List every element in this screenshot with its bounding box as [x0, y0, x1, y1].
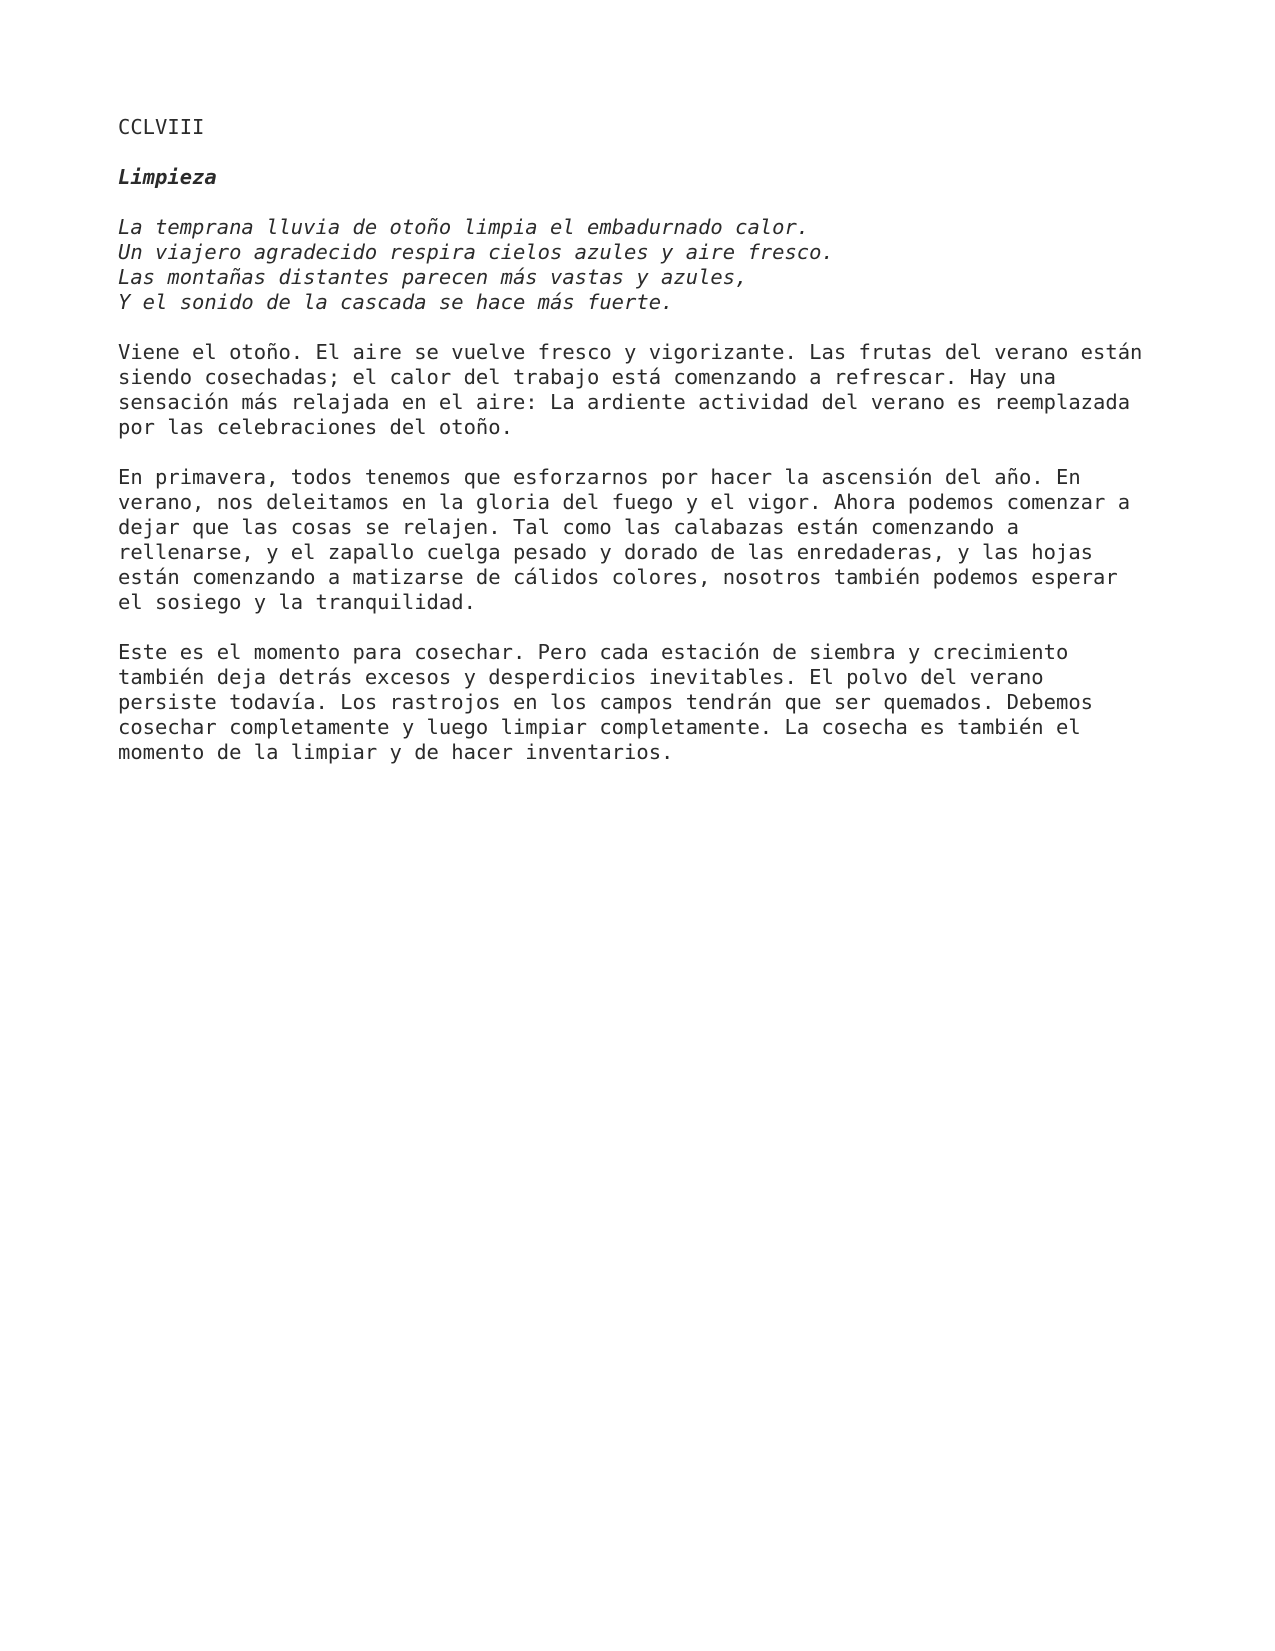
poem-stanza: [118, 215, 1168, 315]
body-paragraph: [118, 465, 1168, 615]
paragraph-line: el sosiego y la tranquilidad.: [118, 590, 476, 614]
chapter-title: Limpieza: [118, 165, 217, 189]
paragraph-line: En primavera, todos tenemos que esforzarnos por hacer la ascensión del año. En: [118, 465, 1081, 489]
body-paragraph: [118, 340, 1168, 440]
paragraph-line: dejar que las cosas se relajen. Tal como las calabazas están comenzando a: [118, 515, 1019, 539]
paragraph-line: cosechar completamente y luego limpiar completamente. La cosecha es también el: [118, 715, 1081, 739]
paragraph-line: persiste todavía. Los rastrojos en los campos tendrán que ser quemados. Debemos: [118, 690, 1094, 714]
poem-line: Y el sonido de la cascada se hace más fuerte.: [118, 290, 674, 314]
poem-line: Un viajero agradecido respira cielos azules y aire fresco.: [118, 240, 834, 264]
paragraph-line: por las celebraciones del otoño.: [118, 415, 513, 439]
paragraph-line: Viene el otoño. El aire se vuelve fresco y vigorizante. Las frutas del verano están: [118, 340, 1143, 364]
paragraph-line: momento de la limpiar y de hacer inventarios.: [118, 740, 674, 764]
paragraph-line: están comenzando a matizarse de cálidos colores, nosotros también podemos esperar: [118, 565, 1118, 589]
paragraph-line: siendo cosechadas; el calor del trabajo está comenzando a refrescar. Hay una: [118, 365, 1056, 389]
paragraph-line: verano, nos deleitamos en la gloria del fuego y el vigor. Ahora podemos comenzar a: [118, 490, 1131, 514]
paragraph-line: también deja detrás excesos y desperdicios inevitables. El polvo del verano: [118, 665, 1044, 689]
poem-line: La temprana lluvia de otoño limpia el embadurnado calor.: [118, 215, 810, 239]
chapter-numeral: CCLVIII: [118, 115, 205, 139]
body-paragraph: [118, 640, 1168, 765]
paragraph-line: sensación más relajada en el aire: La ardiente actividad del verano es reemplazada: [118, 390, 1131, 414]
paragraph-line: Este es el momento para cosechar. Pero cada estación de siembra y crecimiento: [118, 640, 1069, 664]
poem-line: Las montañas distantes parecen más vastas y azules,: [118, 265, 748, 289]
paragraph-line: rellenarse, y el zapallo cuelga pesado y dorado de las enredaderas, y las hojas: [118, 540, 1094, 564]
document-page: [118, 115, 1168, 790]
